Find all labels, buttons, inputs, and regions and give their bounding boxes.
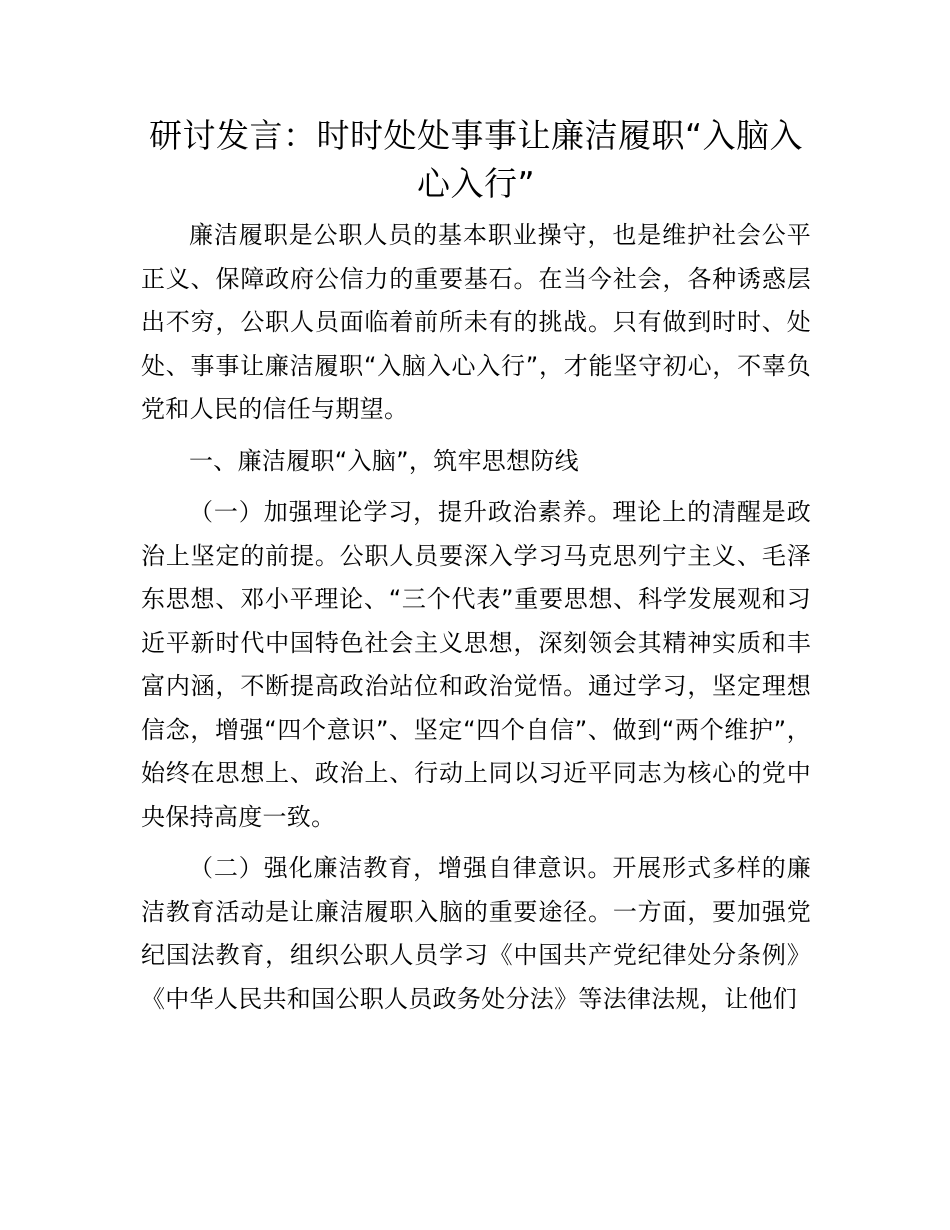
document-title: 研讨发言：时时处处事事让廉洁履职“入脑入心入行” bbox=[148, 116, 804, 203]
body-paragraph: （二）强化廉洁教育，增强自律意识。开展形式多样的廉洁教育活动是让廉洁履职入脑的重要途径。一方面，要加强党纪国法教育，组织公职人员学习《中国共产党纪律处分条例》《中华人民共和国公职人员政务处分法》等法律法规，让他们 bbox=[141, 854, 811, 1013]
section-heading: 一、廉洁履职“入脑”，筑牢思想防线 bbox=[189, 446, 579, 475]
intro-paragraph: 廉洁履职是公职人员的基本职业操守，也是维护社会公平正义、保障政府公信力的重要基石。在当今社会，各种诱惑层出不穷，公职人员面临着前所未有的挑战。只有做到时时、处处、事事让廉洁履职“入脑入心入行”，才能坚守初心，不辜负党和人民的信任与期望。 bbox=[141, 221, 811, 423]
document-body bbox=[141, 214, 811, 1021]
body-paragraph: （一）加强理论学习，提升政治素养。理论上的清醒是政治上坚定的前提。公职人员要深入学习马克思列宁主义、毛泽东思想、邓小平理论、“三个代表”重要思想、科学发展观和习近平新时代中国特色社会主义思想，深刻领会其精神实质和丰富内涵，不断提高政治站位和政治觉悟。通过学习，坚定理想信念，增强“四个意识”、坚定“四个自信”、做到“两个维护”，始终在思想上、政治上、行动上同以习近平同志为核心的党中央保持高度一致。 bbox=[141, 498, 811, 831]
